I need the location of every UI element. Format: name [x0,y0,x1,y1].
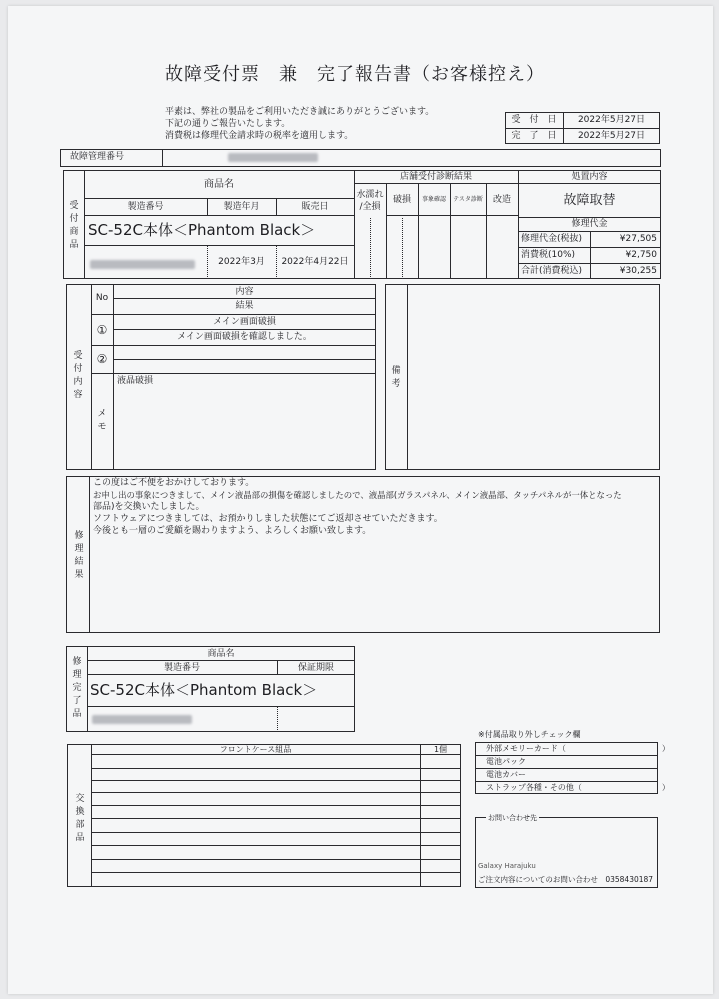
replaced-part-qty: 1個 [433,745,448,754]
completed-product-name: SC-52C本体＜Phantom Black＞ [90,681,318,699]
accessory-strap-other: ストラップ各種・その他（ ） [486,783,670,792]
manufacture-header: 製造年月 [223,202,260,212]
reception-product-name: SC-52C本体＜Phantom Black＞ [88,221,316,239]
completed-date-label: 完 了 日 [511,131,557,141]
diagnosis-col-damage: 破損 [392,195,411,205]
item-1-no: ① [96,323,108,337]
fee-label-tax: 消費税(10%) [521,250,576,260]
accessory-battery-cover: 電池カバー [486,770,526,779]
item-2-no: ② [96,352,108,366]
management-number-label: 故障管理番号 [70,152,125,162]
diagnosis-col-modification: 改造 [492,195,511,205]
memo-label: メ モ [97,409,107,432]
management-number-redacted [228,153,318,162]
repair-fee-header: 修理代金 [571,219,608,229]
replaced-part-name: フロントケース組品 [219,745,292,754]
accessory-battery-pack: 電池パック [486,757,526,766]
repair-result-side-label: 修 理 結 果 [74,531,84,580]
disposition-value: 故障取替 [563,193,616,208]
fee-value-pretax: ¥27,505 [619,234,657,244]
fee-value-tax: ¥2,750 [625,250,657,260]
serial-header: 製造番号 [127,202,164,212]
remarks-section [385,284,660,470]
contact-line: ご注文内容についてのお問い合わせ 0358430187 [478,875,654,884]
product-name-header: 商品名 [204,179,234,190]
repair-result-line-2: お申し出の事象につきまして、メイン液晶部の損傷を確認しましたので、液晶部(ガラスパネル、メイン液晶部、タッチパネルが一体となった [93,490,622,500]
no-header: No [95,293,109,303]
replaced-parts-side-label: 交 換 部 品 [75,794,85,843]
intro-line-2: 下記の通りご報告いたします。 [165,119,291,129]
diagnosis-col-water: 水濡れ /全損 [356,190,384,212]
content-header: 内容 [235,287,254,297]
received-date-value: 2022年5月27日 [577,115,646,125]
diagnosis-header: 店舗受付診断結果 [399,172,472,182]
manufacture-date: 2022年3月 [218,257,265,267]
completed-product-side-label: 修 理 完 了 品 [72,657,82,719]
remarks-label: 備 考 [391,366,401,389]
repair-result-line-3: 部品)を交換いたしました。 [93,502,205,512]
disposition-header: 処置内容 [571,172,608,182]
received-date-label: 受 付 日 [511,115,557,125]
fee-value-total: ¥30,255 [619,266,657,276]
item-1-content: メイン画面破損 [213,317,276,327]
repair-result-line-5: 今後とも一層のご愛顧を賜わりますよう、よろしくお願い致します。 [93,526,372,536]
contact-shop-name: Galaxy Harajuku [478,862,536,870]
serial-redacted [90,260,195,269]
result-header: 結果 [235,301,254,311]
accessory-memory-card: 外部メモリーカード（ ） [486,744,670,753]
reception-product-side-label: 受付 商品 [69,201,79,250]
diagnosis-col-symptom: 事象確認 [421,196,446,203]
fee-label-total: 合計(消費税込) [521,266,583,276]
completed-product-name-header: 商品名 [207,649,235,659]
sale-date: 2022年4月22日 [281,257,349,267]
accessory-check-title: ※付属品取り外しチェック欄 [478,730,581,739]
reception-content-side-label: 受 付 内 容 [73,351,83,400]
sale-date-header: 販売日 [301,202,329,212]
completed-serial-header: 製造番号 [163,663,200,673]
completed-date-value: 2022年5月27日 [577,131,646,141]
contact-header: お問い合わせ先 [488,814,537,822]
diagnosis-col-tester: テスタ診断 [453,196,483,203]
completed-serial-redacted [92,715,192,724]
warranty-header: 保証期限 [297,663,334,673]
repair-result-line-4: ソフトウェアにつきましては、お預かりしました状態にてご返却させていただきます。 [93,514,443,524]
document-title: 故障受付票 兼 完了報告書（お客様控え） [165,64,545,85]
intro-line-1: 平素は、弊社の製品をご利用いただき誠にありがとうございます。 [165,107,435,117]
repair-result-line-1: この度はご不便をおかけしております。 [93,478,255,488]
intro-line-3: 消費税は修理代金請求時の税率を適用します。 [165,131,354,141]
management-number-row [60,149,661,167]
replaced-parts-section [67,744,461,887]
memo-text: 液晶破損 [117,376,154,386]
fee-label-pretax: 修理代金(税抜) [521,234,583,244]
item-1-result: メイン画面破損を確認しました。 [177,332,312,342]
